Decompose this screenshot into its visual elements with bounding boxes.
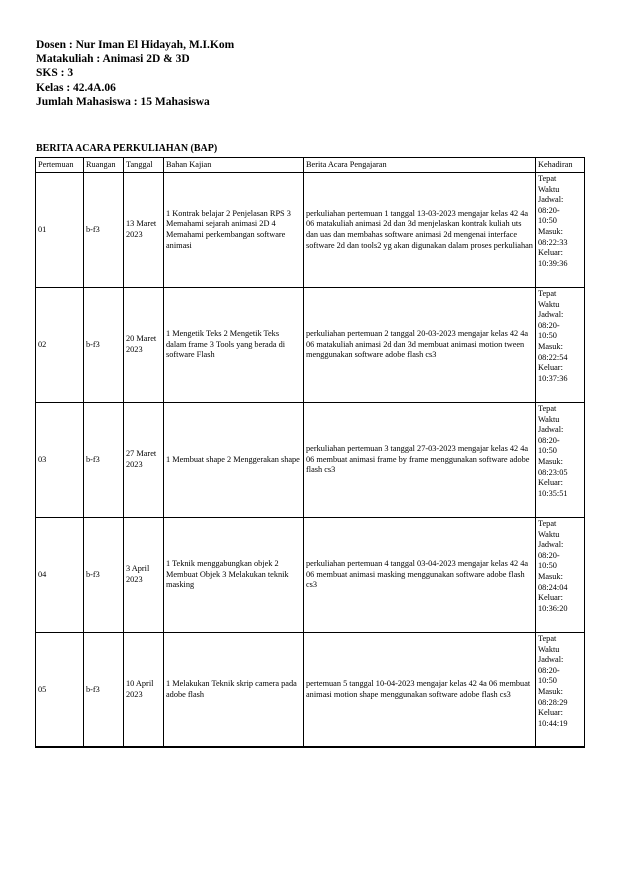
cell-ruangan: b-f3 bbox=[84, 518, 124, 633]
bap-title: BERITA ACARA PERKULIAHAN (BAP) bbox=[36, 143, 218, 154]
cell-kehadiran bbox=[536, 633, 585, 748]
sks-line: SKS : 3 bbox=[36, 67, 74, 80]
col-tanggal: Tanggal bbox=[124, 158, 164, 173]
cell-kehadiran bbox=[536, 288, 585, 403]
col-berita-acara: Berita Acara Pengajaran bbox=[304, 158, 536, 173]
kehadiran-line: Keluar: bbox=[538, 478, 563, 488]
kehadiran-line: 10:39:36 bbox=[538, 258, 568, 268]
kehadiran-line: 10:50 bbox=[538, 446, 557, 456]
cell-pertemuan: 04 bbox=[36, 518, 84, 633]
kehadiran-line: 08:20- bbox=[538, 665, 560, 675]
kehadiran-line: Masuk: bbox=[538, 341, 563, 351]
kehadiran-line: 08:28:29 bbox=[538, 697, 568, 707]
bottom-rule bbox=[35, 746, 584, 747]
cell-tanggal: 27 Maret 2023 bbox=[124, 403, 164, 518]
cell-tanggal: 10 April 2023 bbox=[124, 633, 164, 748]
table-row bbox=[36, 403, 585, 518]
kehadiran-line: 10:50 bbox=[538, 331, 557, 341]
cell-pertemuan: 02 bbox=[36, 288, 84, 403]
cell-ruangan: b-f3 bbox=[84, 403, 124, 518]
col-pertemuan: Pertemuan bbox=[36, 158, 84, 173]
cell-tanggal: 20 Maret 2023 bbox=[124, 288, 164, 403]
kehadiran-line: 10:37:36 bbox=[538, 373, 568, 383]
kehadiran-line: Tepat bbox=[538, 519, 557, 528]
kehadiran-line: Tepat bbox=[538, 174, 557, 183]
kehadiran-line: Tepat bbox=[538, 289, 557, 298]
kehadiran-line: Keluar: bbox=[538, 593, 563, 603]
kehadiran-line: Waktu bbox=[538, 299, 560, 309]
cell-berita-acara: perkuliahan pertemuan 3 tanggal 27-03-2023 mengajar kelas 42 4a 06 membuat animasi frame by frame menggunakan software adobe flash cs3 bbox=[304, 403, 536, 518]
cell-tanggal: 13 Maret 2023 bbox=[124, 173, 164, 288]
kehadiran-line: 08:20- bbox=[538, 320, 560, 330]
col-ruangan: Ruangan bbox=[84, 158, 124, 173]
jumlah-mahasiswa-line: Jumlah Mahasiswa : 15 Mahasiswa bbox=[36, 95, 210, 108]
kehadiran-line: 10:50 bbox=[538, 216, 557, 226]
kehadiran-line: 08:20- bbox=[538, 205, 560, 215]
matakuliah-line: Matakuliah : Animasi 2D & 3D bbox=[36, 53, 190, 66]
cell-berita-acara: perkuliahan pertemuan 1 tanggal 13-03-2023 mengajar kelas 42 4a 06 matakuliah animasi 2d dan 3d menjelaskan kontrak kuliah uts dan uas dan membahas software animasi 2d mengenai interface software 2d dan tools2 yg akan digunakan dalam proses perkuliahan bbox=[304, 173, 536, 288]
table-header-row bbox=[36, 158, 585, 173]
cell-bahan-kajian: 1 Teknik menggabungkan objek 2 Membuat Objek 3 Melakukan teknik masking bbox=[164, 518, 304, 633]
cell-kehadiran bbox=[536, 173, 585, 288]
kehadiran-line: 10:44:19 bbox=[538, 718, 568, 728]
bap-table bbox=[35, 157, 585, 748]
kehadiran-line: 08:22:54 bbox=[538, 352, 568, 362]
kehadiran-line: 10:36:20 bbox=[538, 603, 568, 613]
kehadiran-line: 08:23:05 bbox=[538, 467, 568, 477]
cell-bahan-kajian: 1 Melakukan Teknik skrip camera pada adobe flash bbox=[164, 633, 304, 748]
kehadiran-line: 10:35:51 bbox=[538, 488, 568, 498]
kehadiran-line: Waktu bbox=[538, 644, 560, 654]
cell-kehadiran bbox=[536, 518, 585, 633]
cell-berita-acara: perkuliahan pertemuan 4 tanggal 03-04-2023 mengajar kelas 42 4a 06 membuat animasi masking menggunakan software adobe flash cs3 bbox=[304, 518, 536, 633]
cell-ruangan: b-f3 bbox=[84, 288, 124, 403]
kehadiran-line: Keluar: bbox=[538, 708, 563, 718]
kelas-line: Kelas : 42.4A.06 bbox=[36, 81, 116, 94]
bap-rows bbox=[36, 173, 585, 748]
kehadiran-line: Waktu bbox=[538, 414, 560, 424]
kehadiran-line: Jadwal: bbox=[538, 540, 564, 550]
dosen-line: Dosen : Nur Iman El Hidayah, M.I.Kom bbox=[36, 39, 235, 51]
kehadiran-line: 08:20- bbox=[538, 435, 560, 445]
cell-pertemuan: 03 bbox=[36, 403, 84, 518]
lecturer-info bbox=[36, 38, 234, 109]
kehadiran-line: Waktu bbox=[538, 184, 560, 194]
kehadiran-line: Jadwal: bbox=[538, 310, 564, 320]
kehadiran-line: Waktu bbox=[538, 529, 560, 539]
kehadiran-line: Tepat bbox=[538, 634, 557, 643]
kehadiran-line: 08:24:04 bbox=[538, 582, 568, 592]
col-bahan-kajian: Bahan Kajian bbox=[164, 158, 304, 173]
kehadiran-line: 08:20- bbox=[538, 550, 560, 560]
kehadiran-line: Masuk: bbox=[538, 571, 563, 581]
table-row bbox=[36, 288, 585, 403]
cell-bahan-kajian: 1 Membuat shape 2 Menggerakan shape bbox=[164, 403, 304, 518]
table-row bbox=[36, 518, 585, 633]
cell-bahan-kajian: 1 Kontrak belajar 2 Penjelasan RPS 3 Memahami sejarah animasi 2D 4 Memahami perkembangan software animasi bbox=[164, 173, 304, 288]
cell-ruangan: b-f3 bbox=[84, 173, 124, 288]
cell-berita-acara: pertemuan 5 tanggal 10-04-2023 mengajar kelas 42 4a 06 membuat animasi motion shape menggunakan software adobe flash cs3 bbox=[304, 633, 536, 748]
kehadiran-line: Tepat bbox=[538, 404, 557, 413]
cell-bahan-kajian: 1 Mengetik Teks 2 Mengetik Teks dalam frame 3 Tools yang berada di software Flash bbox=[164, 288, 304, 403]
col-kehadiran: Kehadiran bbox=[536, 158, 585, 173]
kehadiran-line: Jadwal: bbox=[538, 655, 564, 665]
kehadiran-line: 10:50 bbox=[538, 561, 557, 571]
cell-pertemuan: 01 bbox=[36, 173, 84, 288]
kehadiran-line: Masuk: bbox=[538, 226, 563, 236]
kehadiran-line: 08:22:33 bbox=[538, 237, 568, 247]
kehadiran-line: Masuk: bbox=[538, 686, 563, 696]
cell-tanggal: 3 April 2023 bbox=[124, 518, 164, 633]
kehadiran-line: Keluar: bbox=[538, 248, 563, 258]
table-row bbox=[36, 173, 585, 288]
kehadiran-line: Keluar: bbox=[538, 363, 563, 373]
kehadiran-line: 10:50 bbox=[538, 676, 557, 686]
cell-ruangan: b-f3 bbox=[84, 633, 124, 748]
table-row bbox=[36, 633, 585, 748]
cell-kehadiran bbox=[536, 403, 585, 518]
kehadiran-line: Jadwal: bbox=[538, 425, 564, 435]
kehadiran-line: Jadwal: bbox=[538, 195, 564, 205]
cell-berita-acara: perkuliahan pertemuan 2 tanggal 20-03-2023 mengajar kelas 42 4a 06 matakuliah animasi 2d dan 3d membuat animasi motion tween menggunakan software adobe flash cs3 bbox=[304, 288, 536, 403]
kehadiran-line: Masuk: bbox=[538, 456, 563, 466]
cell-pertemuan: 05 bbox=[36, 633, 84, 748]
